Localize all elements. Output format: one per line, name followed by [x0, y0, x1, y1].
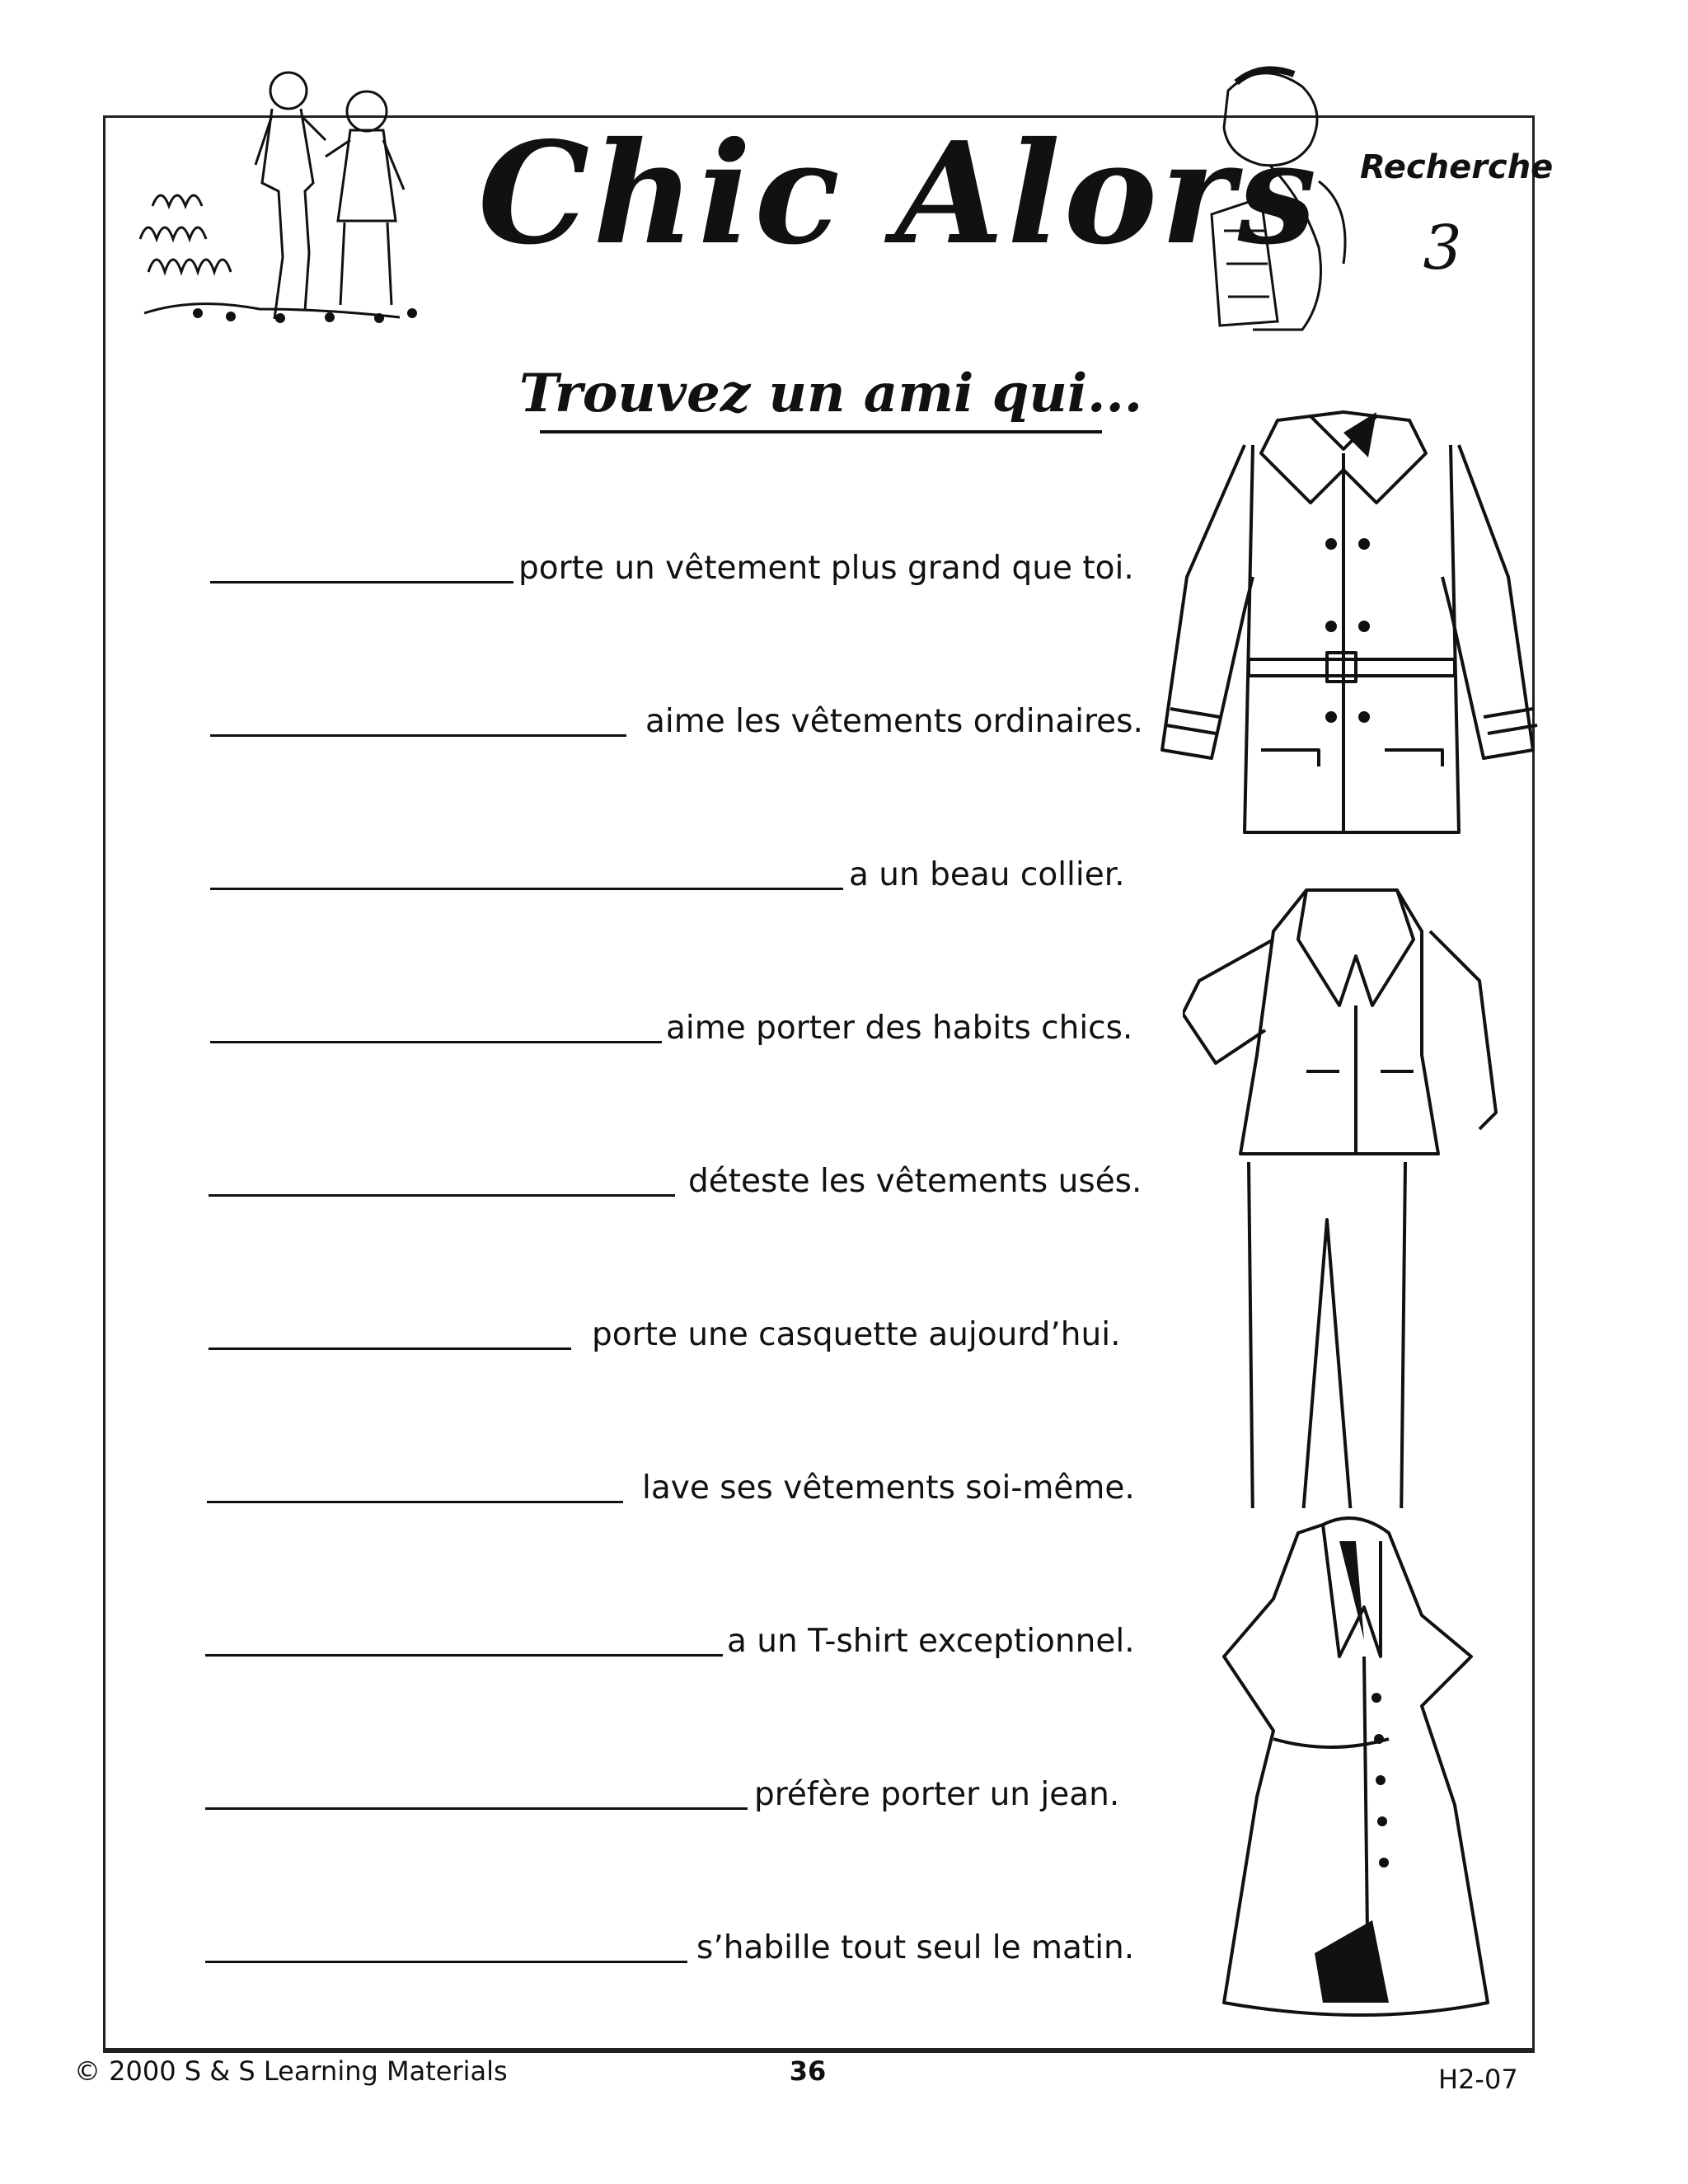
prompt-text: a un T-shirt exceptionnel.: [727, 1623, 1135, 1660]
answer-blank[interactable]: [205, 1807, 748, 1810]
prompt-text: lave ses vêtements soi-même.: [642, 1469, 1135, 1507]
prompt-text: déteste les vêtements usés.: [688, 1163, 1142, 1200]
teens-illustration: [132, 66, 445, 338]
answer-blank[interactable]: [205, 1961, 687, 1963]
prompt-text: porte une casquette aujourd’hui.: [592, 1316, 1121, 1353]
activity-heading: Trouvez un ami qui...: [519, 363, 1142, 424]
page-number: 36: [789, 2055, 827, 2087]
document-code: H2-07: [1438, 2064, 1518, 2095]
prompt-text: porte un vêtement plus grand que toi.: [518, 550, 1134, 587]
answer-blank[interactable]: [210, 1041, 662, 1043]
answer-blank[interactable]: [205, 1654, 723, 1657]
prompt-text: aime porter des habits chics.: [666, 1010, 1133, 1047]
prompt-text: préfère porter un jean.: [754, 1776, 1120, 1813]
worksheet-title: Chic Alors: [478, 111, 1320, 276]
prompt-text: s’habille tout seul le matin.: [696, 1929, 1135, 1966]
answer-blank[interactable]: [209, 1347, 571, 1350]
section-label: Recherche: [1360, 148, 1554, 186]
answer-blank[interactable]: [209, 1194, 675, 1197]
suit-icon: [1183, 882, 1529, 1508]
answer-blank[interactable]: [207, 1501, 623, 1503]
section-number: 3: [1423, 213, 1462, 284]
coat-icon: [1154, 396, 1541, 849]
copyright-text: © 2000 S & S Learning Materials: [74, 2055, 508, 2087]
prompt-text: aime les vêtements ordinaires.: [645, 703, 1143, 740]
answer-blank[interactable]: [210, 888, 843, 890]
dress-coat-icon: [1191, 1508, 1504, 2036]
answer-blank[interactable]: [210, 734, 626, 737]
prompt-text: a un beau collier.: [849, 856, 1125, 893]
heading-underline: [540, 430, 1102, 434]
answer-blank[interactable]: [210, 581, 513, 583]
